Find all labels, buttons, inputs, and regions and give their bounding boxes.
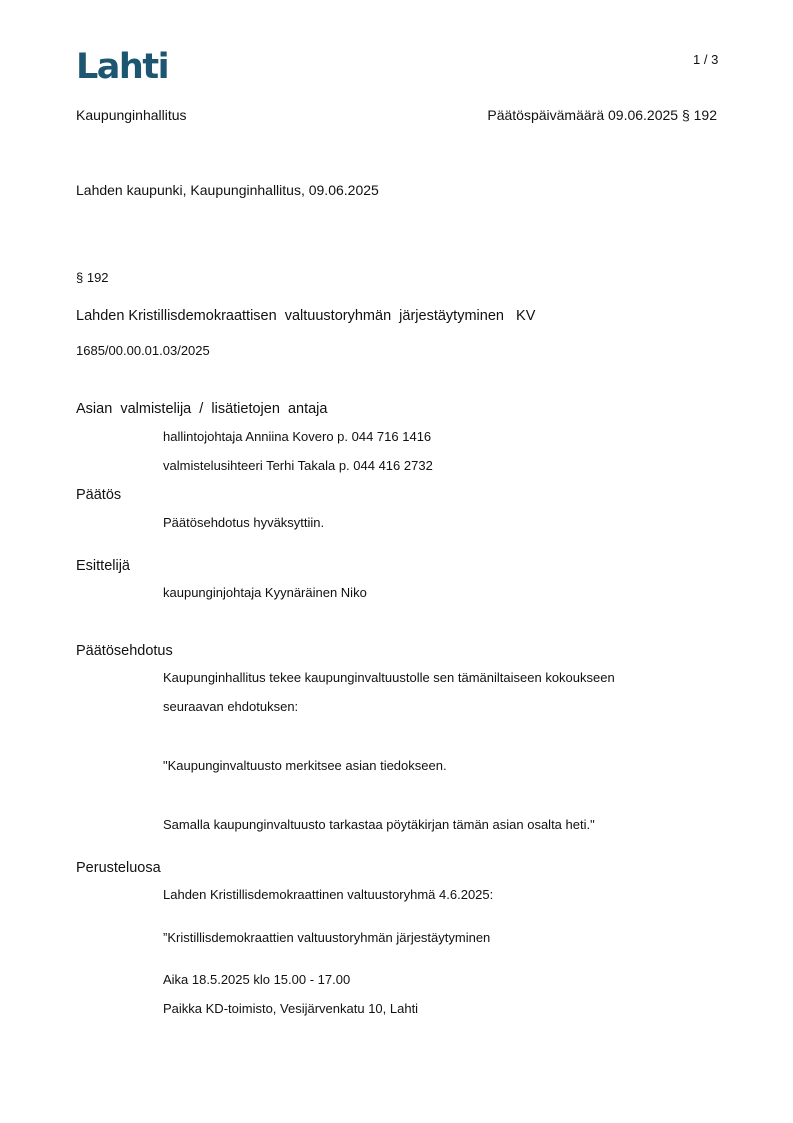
presenter-text: kaupunginjohtaja Kyynäräinen Niko: [163, 585, 367, 600]
meeting-line: Lahden kaupunki, Kaupunginhallitus, 09.06.2025: [76, 182, 379, 198]
section-number: § 192: [76, 270, 109, 285]
grounds-line-1: Lahden Kristillisdemokraattinen valtuustoryhmä 4.6.2025:: [163, 887, 494, 902]
preparer-line-1: hallintojohtaja Anniina Kovero p. 044 716 1416: [163, 429, 432, 444]
document-title: Lahden Kristillisdemokraattisen valtuustoryhmän järjestäytyminen KV: [76, 308, 536, 324]
diary-number: 1685/00.00.01.03/2025: [76, 343, 210, 358]
grounds-heading: Perusteluosa: [76, 860, 161, 876]
grounds-time: Aika 18.5.2025 klo 15.00 - 17.00: [163, 972, 351, 987]
proposal-line-2: seuraavan ehdotuksen:: [163, 699, 299, 714]
proposal-line-1: Kaupunginhallitus tekee kaupunginvaltuustolle sen tämäniltaiseen kokoukseen: [163, 670, 615, 685]
proposal-quote-2: Samalla kaupunginvaltuusto tarkastaa pöytäkirjan tämän asian osalta heti.": [163, 817, 595, 832]
preparer-heading: Asian valmistelija / lisätietojen antaja: [76, 401, 328, 417]
decision-heading: Päätös: [76, 487, 122, 503]
svg-text:Lahti: Lahti: [76, 47, 168, 81]
decision-text: Päätösehdotus hyväksyttiin.: [163, 515, 325, 530]
grounds-line-2: ”Kristillisdemokraattien valtuustoryhmän järjestäytyminen: [163, 930, 491, 945]
page-number: 1 / 3: [693, 52, 719, 67]
lahti-logo: [76, 47, 168, 81]
proposal-heading: Päätösehdotus: [76, 643, 173, 659]
organ-name: Kaupunginhallitus: [76, 107, 187, 123]
preparer-line-2: valmistelusihteeri Terhi Takala p. 044 416 2732: [163, 458, 433, 473]
presenter-heading: Esittelijä: [76, 558, 130, 574]
decision-date: Päätöspäivämäärä 09.06.2025 § 192: [487, 107, 717, 123]
grounds-place: Paikka KD-toimisto, Vesijärvenkatu 10, Lahti: [163, 1001, 419, 1016]
proposal-quote-1: "Kaupunginvaltuusto merkitsee asian tiedokseen.: [163, 758, 447, 773]
